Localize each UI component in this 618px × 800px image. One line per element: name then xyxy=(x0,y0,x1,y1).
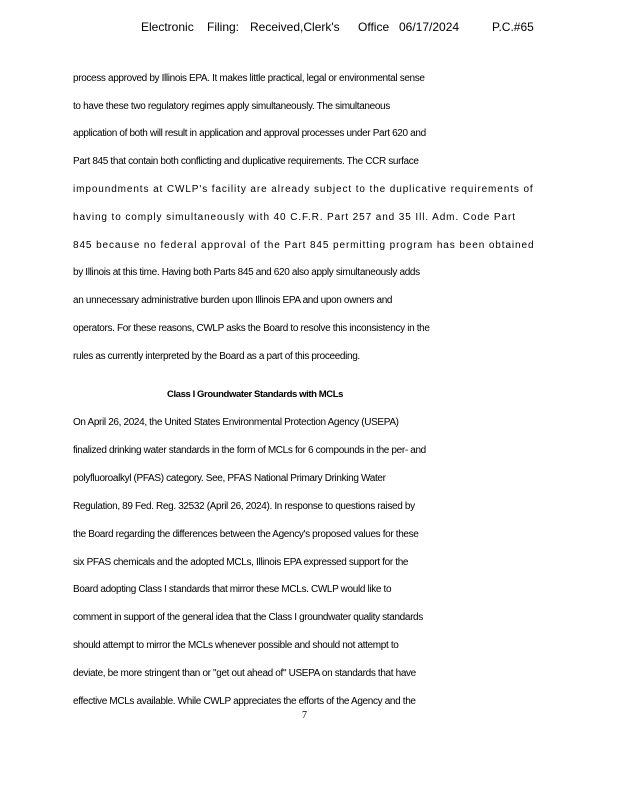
section-heading: Class I Groundwater Standards with MCLs xyxy=(166,389,343,400)
body-line: having to comply simultaneously with 40 C.F.R. Part 257 and 35 Ill. Adm. Code Part xyxy=(73,212,516,223)
body-line: the Board regarding the differences between the Agency's proposed values for these xyxy=(73,529,419,540)
body-line: Regulation, 89 Fed. Reg. 32532 (April 26, 2024). In response to questions raised by xyxy=(73,501,415,512)
body-line: should attempt to mirror the MCLs whenever possible and should not attempt to xyxy=(73,640,399,651)
header-received: Received,Clerk's xyxy=(250,20,340,34)
body-line: six PFAS chemicals and the adopted MCLs, Illinois EPA expressed support for the xyxy=(73,557,409,568)
header-pc-number: P.C.#65 xyxy=(492,20,534,34)
header-date: 06/17/2024 xyxy=(399,20,460,34)
body-line: rules as currently interpreted by the Board as a part of this proceeding. xyxy=(73,351,360,362)
page-number: 7 xyxy=(302,710,307,721)
header-filing: Filing: xyxy=(207,20,240,34)
filing-header xyxy=(0,20,618,36)
header-electronic: Electronic xyxy=(141,20,194,34)
body-line: an unnecessary administrative burden upon Illinois EPA and upon owners and xyxy=(73,295,393,306)
body-line: to have these two regulatory regimes apply simultaneously. The simultaneous xyxy=(73,101,390,112)
header-office: Office xyxy=(358,20,390,34)
body-line: 845 because no federal approval of the Part 845 permitting program has been obtained xyxy=(73,240,535,251)
body-line: finalized drinking water standards in the form of MCLs for 6 compounds in the per- and xyxy=(73,445,426,456)
body-line: polyfluoroalkyl (PFAS) category. See, PFAS National Primary Drinking Water xyxy=(73,473,386,484)
body-line: On April 26, 2024, the United States Environmental Protection Agency (USEPA) xyxy=(73,417,399,428)
body-line: application of both will result in application and approval processes under Part 620 and xyxy=(73,128,426,139)
body-line: Part 845 that contain both conflicting and duplicative requirements. The CCR surface xyxy=(73,156,419,167)
body-line: operators. For these reasons, CWLP asks the Board to resolve this inconsistency in the xyxy=(73,323,430,334)
body-line: effective MCLs available. While CWLP appreciates the efforts of the Agency and the xyxy=(73,696,416,707)
body-line: process approved by Illinois EPA. It makes little practical, legal or environmental sense xyxy=(73,73,425,84)
body-line: comment in support of the general idea that the Class I groundwater quality standards xyxy=(73,612,423,623)
body-line: Board adopting Class I standards that mirror these MCLs. CWLP would like to xyxy=(73,584,392,595)
body-line: deviate, be more stringent than or "get out ahead of" USEPA on standards that have xyxy=(73,668,416,679)
body-line: by Illinois at this time. Having both Parts 845 and 620 also apply simultaneously adds xyxy=(73,267,420,278)
body-line: impoundments at CWLP's facility are already subject to the duplicative requirements of xyxy=(73,184,534,195)
